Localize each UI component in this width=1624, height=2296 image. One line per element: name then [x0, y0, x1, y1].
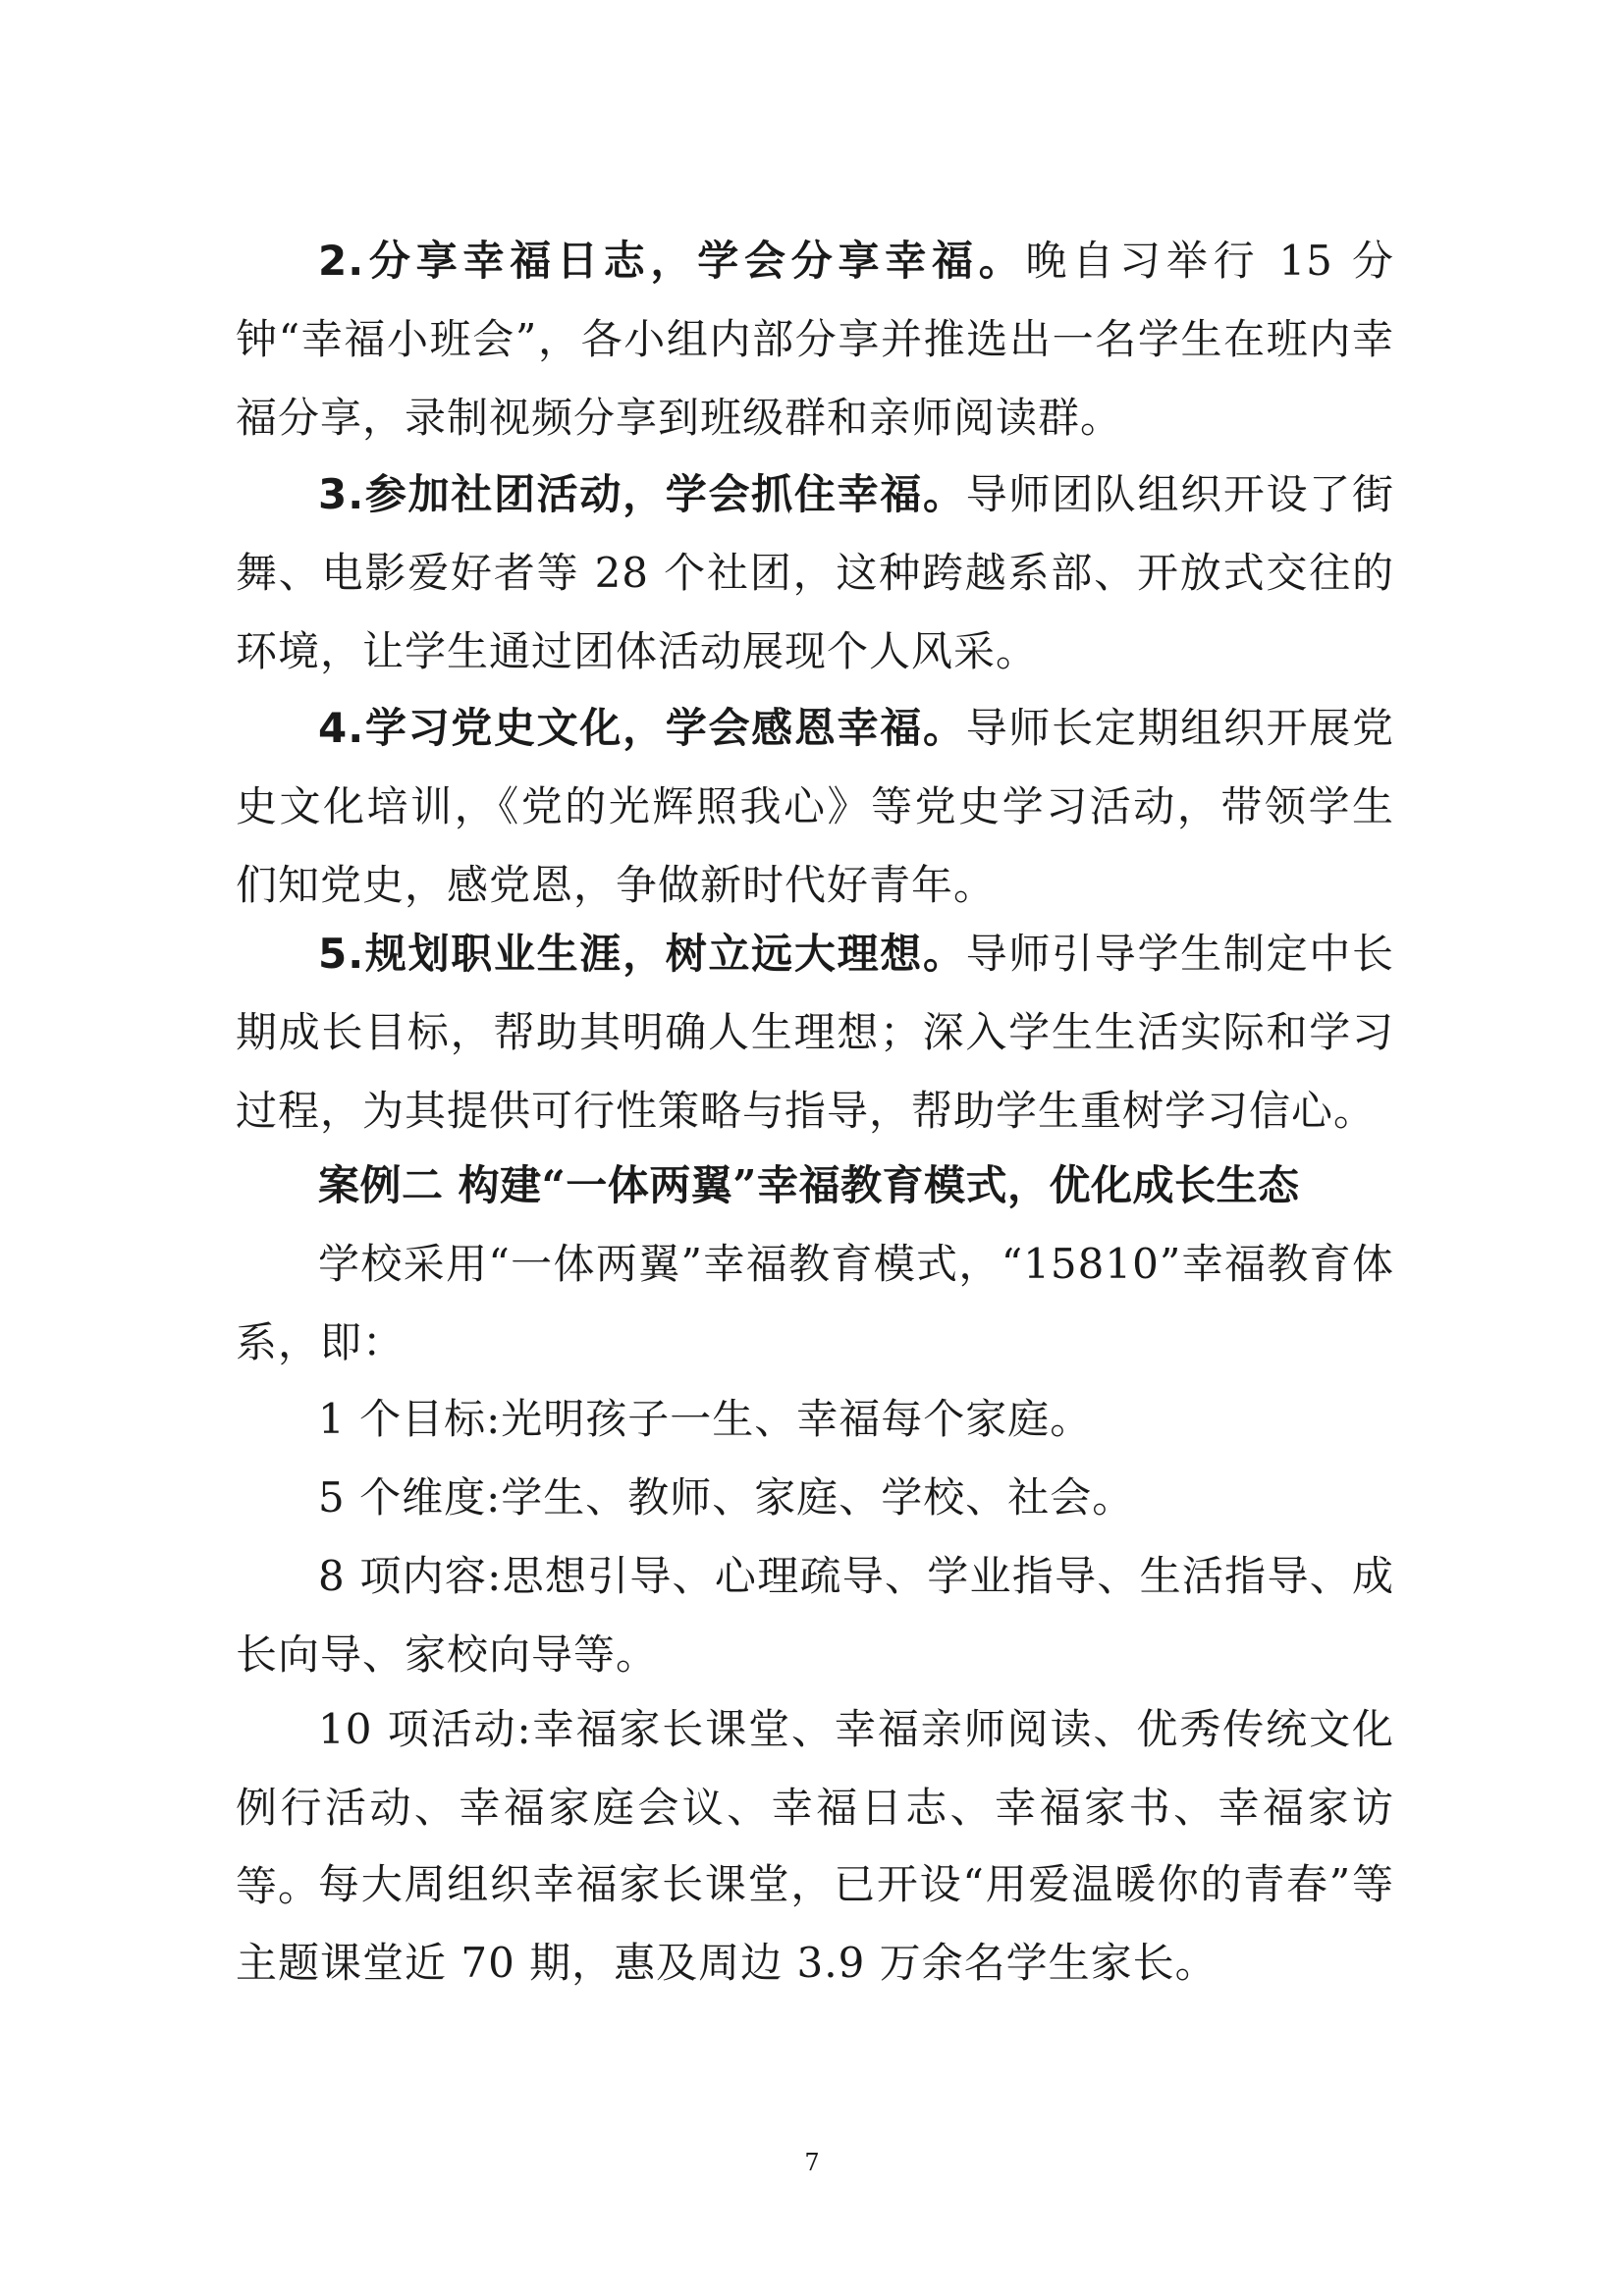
model-intro-paragraph: 学校采用“一体两翼”幸福教育模式，“15810”幸福教育体系，即：	[236, 1240, 1394, 1366]
case-two-heading: 案例二 构建“一体两翼”幸福教育模式，优化成长生态	[318, 1161, 1300, 1209]
item-3-body: 导师团队组织开设了街舞、电影爱好者等 28 个社团，这种跨越系部、开放式交往的环境，让学生通过团体活动展现个人风采。	[236, 470, 1394, 675]
item-5-paragraph	[236, 915, 1394, 1150]
item-2-body: 晚自习举行 15 分钟“幸福小班会”，各小组内部分享并推选出一名学生在班内幸福分享，录制视频分享到班级群和亲师阅读群。	[236, 237, 1394, 442]
goal-paragraph: 1 个目标:光明孩子一生、幸福每个家庭。	[318, 1395, 1093, 1443]
item-4-body: 导师长定期组织开展党史文化培训，《党的光辉照我心》等党史学习活动，带领学生们知党史，感党恩，争做新时代好青年。	[236, 704, 1394, 909]
activities-paragraph: 10 项活动:幸福家长课堂、幸福亲师阅读、优秀传统文化例行活动、幸福家庭会议、幸福日志、幸福家书、幸福家访等。	[236, 1705, 1394, 1910]
parent-class-paragraph: 每大周组织幸福家长课堂，已开设“用爱温暖你的青春”等主题课堂近 70 期，惠及周边 3.9 万余名学生家长。	[236, 1860, 1394, 1987]
item-4-lead: 4.学习党史文化，学会感恩幸福。	[318, 704, 966, 752]
contents-paragraph: 8 项内容:思想引导、心理疏导、学业指导、生活指导、成长向导、家校向导等。	[236, 1552, 1394, 1679]
item-2-paragraph	[236, 222, 1394, 457]
dimensions-paragraph: 5 个维度:学生、教师、家庭、学校、社会。	[318, 1473, 1135, 1522]
page-number: 7	[804, 2149, 820, 2176]
item-4-paragraph	[236, 689, 1394, 925]
item-2-lead: 2.分享幸福日志，学会分享幸福。	[318, 237, 1026, 285]
item-3-paragraph	[236, 455, 1394, 691]
item-5-body: 导师引导学生制定中长期成长目标，帮助其明确人生理想；深入学生生活实际和学习过程，为其提供可行性策略与指导，帮助学生重树学习信心。	[236, 930, 1394, 1135]
item-3-lead: 3.参加社团活动，学会抓住幸福。	[318, 470, 966, 518]
item-5-lead: 5.规划职业生涯，树立远大理想。	[318, 930, 966, 978]
